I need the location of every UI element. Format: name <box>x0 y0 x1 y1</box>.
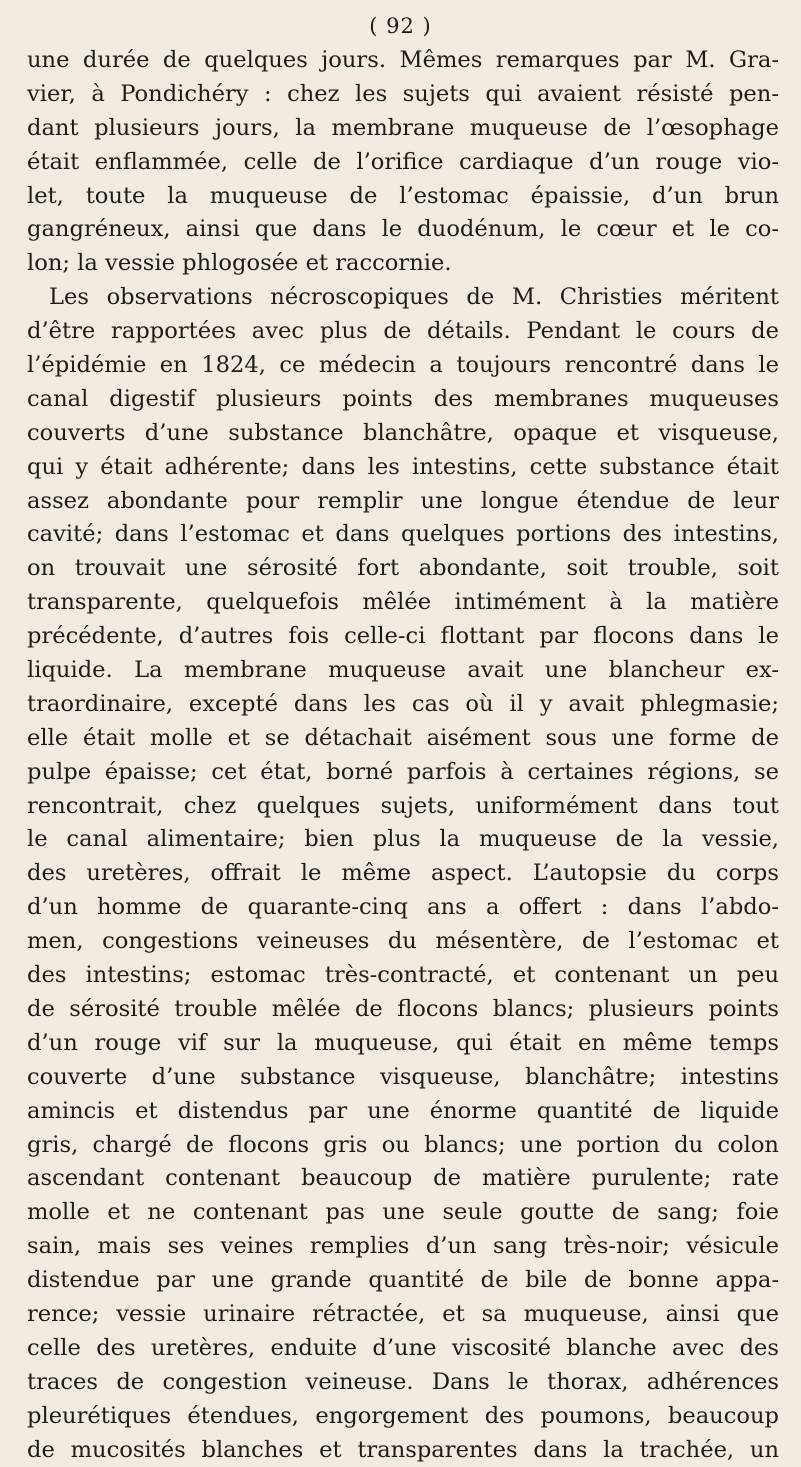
text-line: Les observations nécroscopiques de M. Christies méritent <box>49 284 779 311</box>
text-line: vier, à Pondichéry : chez les sujets qui avaient résisté pen- <box>27 80 779 107</box>
text-line: elle était molle et se détachait aisément sous une forme de <box>27 724 779 751</box>
text-line: cavité; dans l’estomac et dans quelques portions des intestins, <box>27 521 779 548</box>
text-line: liquide. La membrane muqueuse avait une blancheur ex- <box>27 657 779 684</box>
text-line: une durée de quelques jours. Mêmes remarques par M. Gra- <box>27 47 779 73</box>
text-line: d’un homme de quarante-cinq ans a offert : dans l’abdo- <box>27 894 779 921</box>
body-text <box>27 44 779 1467</box>
text-line: rencontrait, chez quelques sujets, uniformément dans tout <box>27 792 779 819</box>
text-line: gangréneux, ainsi que dans le duodénum, le cœur et le co- <box>27 216 779 243</box>
text-line: let, toute la muqueuse de l’estomac épaissie, d’un brun <box>27 182 779 209</box>
text-line: des uretères, offrait le même aspect. L’autopsie du corps <box>27 860 779 887</box>
text-line: rence; vessie urinaire rétractée, et sa muqueuse, ainsi que <box>27 1300 779 1327</box>
text-line: gris, chargé de flocons gris ou blancs; une portion du colon <box>27 1131 779 1158</box>
text-line: de mucosités blanches et transparentes dans la trachée, un <box>27 1436 779 1463</box>
text-line: d’être rapportées avec plus de détails. Pendant le cours de <box>27 318 779 345</box>
text-line: traces de congestion veineuse. Dans le thorax, adhérences <box>27 1368 779 1395</box>
text-line: pulpe épaisse; cet état, borné parfois à certaines régions, se <box>27 758 779 785</box>
text-line: ascendant contenant beaucoup de matière purulente; rate <box>27 1165 779 1192</box>
text-line: canal digestif plusieurs points des membranes muqueuses <box>27 385 779 412</box>
text-line: précédente, d’autres fois celle-ci flottant par flocons dans le <box>27 623 779 650</box>
text-line: on trouvait une sérosité fort abondante, soit trouble, soit <box>27 555 779 582</box>
text-line: traordinaire, excepté dans les cas où il y avait phlegmasie; <box>27 690 779 717</box>
text-line: transparente, quelquefois mêlée intimément à la matière <box>27 589 779 616</box>
text-line: d’un rouge vif sur la muqueuse, qui était en même temps <box>27 1029 779 1056</box>
text-line: sain, mais ses veines remplies d’un sang très-noir; vésicule <box>27 1233 779 1260</box>
text-line: couverts d’une substance blanchâtre, opaque et visqueuse, <box>27 419 779 446</box>
text-line: molle et ne contenant pas une seule goutte de sang; foie <box>27 1199 779 1226</box>
text-line: était enflammée, celle de l’orifice cardiaque d’un rouge vio- <box>27 148 779 175</box>
text-line: distendue par une grande quantité de bile de bonne appa- <box>27 1267 779 1294</box>
text-line: lon; la vessie phlogosée et raccornie. <box>27 250 452 277</box>
text-line: l’épidémie en 1824, ce médecin a toujours rencontré dans le <box>27 352 779 379</box>
text-line: celle des uretères, enduite d’une viscosité blanche avec des <box>27 1334 779 1361</box>
text-line: qui y était adhérente; dans les intestins, cette substance était <box>27 453 779 480</box>
text-line: le canal alimentaire; bien plus la muqueuse de la vessie, <box>27 826 779 853</box>
text-line: des intestins; estomac très-contracté, et contenant un peu <box>27 962 779 989</box>
text-line: dant plusieurs jours, la membrane muqueuse de l’œsophage <box>27 114 779 141</box>
page-number: ( 92 ) <box>369 14 432 38</box>
text-line: de sérosité trouble mêlée de flocons blancs; plusieurs points <box>27 995 779 1022</box>
text-line: men, congestions veineuses du mésentère, de l’estomac et <box>27 928 779 955</box>
text-line: pleurétiques étendues, engorgement des poumons, beaucoup <box>27 1402 779 1429</box>
text-line: amincis et distendus par une énorme quantité de liquide <box>27 1097 779 1124</box>
text-line: assez abondante pour remplir une longue étendue de leur <box>27 487 779 514</box>
text-line: couverte d’une substance visqueuse, blanchâtre; intestins <box>27 1063 779 1090</box>
